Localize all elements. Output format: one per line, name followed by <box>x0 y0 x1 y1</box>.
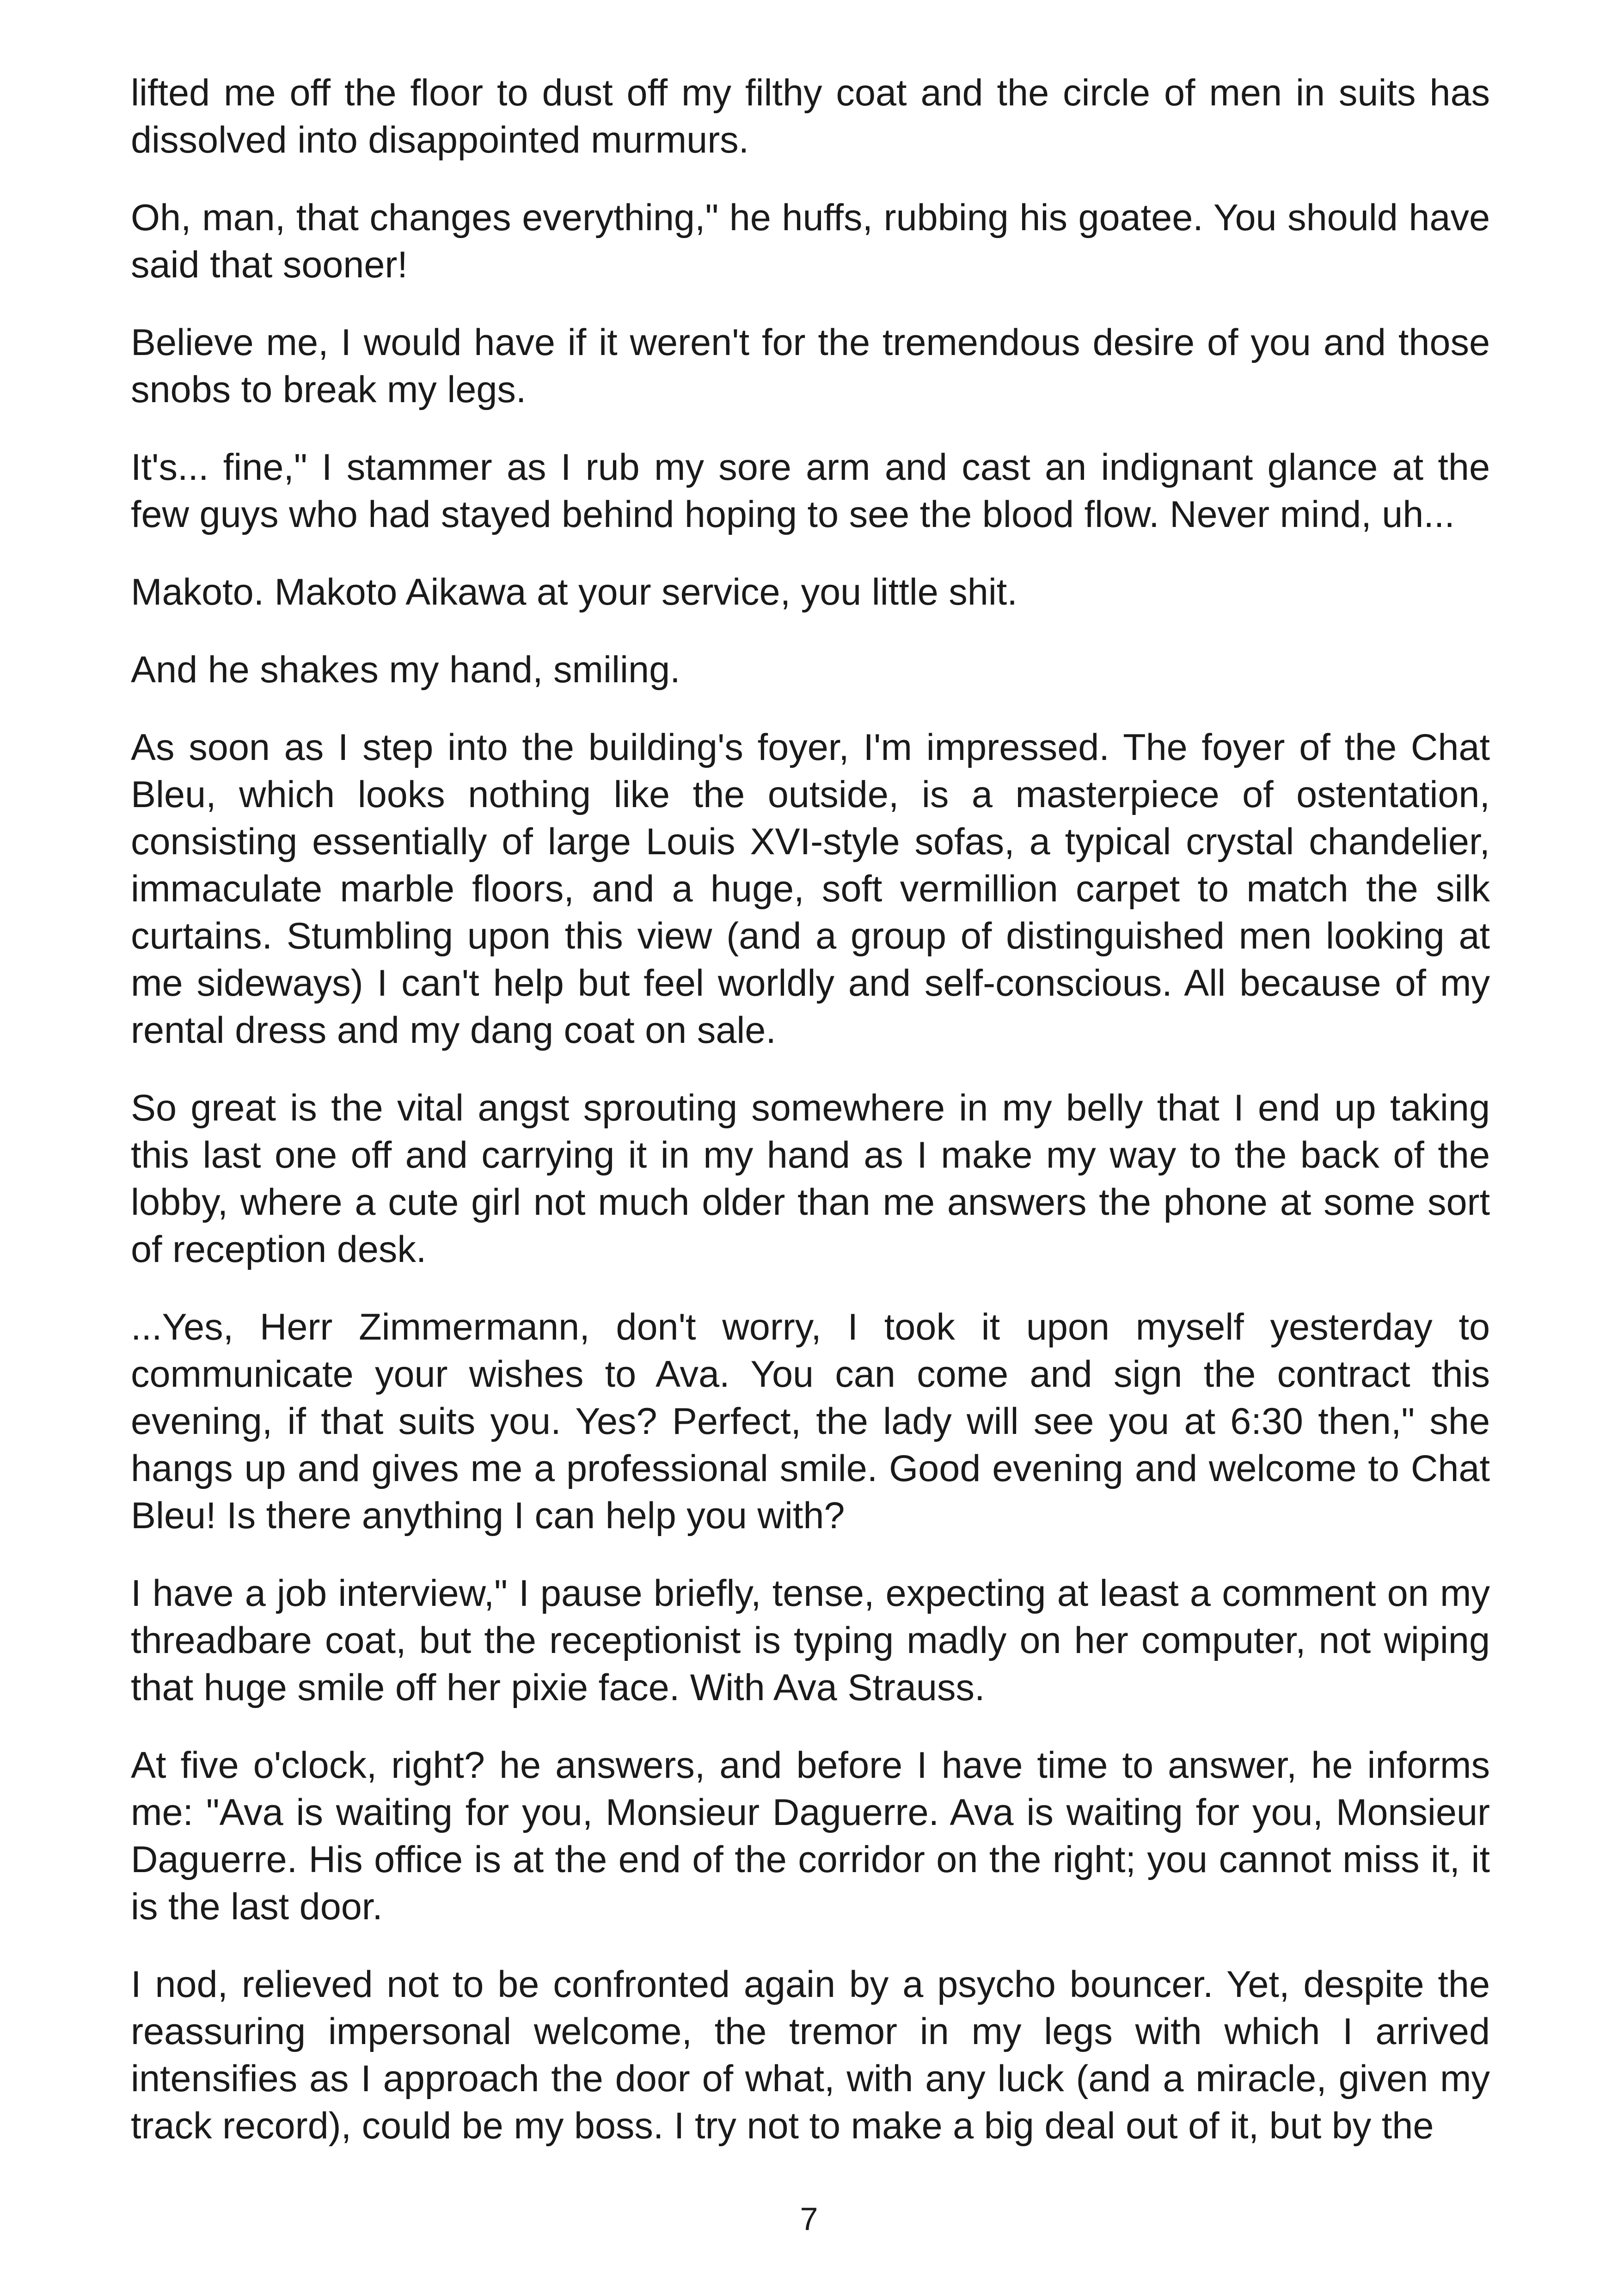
paragraph: Believe me, I would have if it weren't for the tremendous desire of you and those snobs to break my legs. <box>131 322 1490 410</box>
paragraph: I nod, relieved not to be confronted again by a psycho bouncer. Yet, despite the reassuring impersonal welcome, the tremor in my legs with which I arrived intensifies as I approach the door of what, with any luck (and a miracle, given my track record), could be my boss. I try not to make a big deal out of it, but by the <box>131 1964 1490 2147</box>
paragraph: At five o'clock, right? he answers, and before I have time to answer, he informs me: "Ava is waiting for you, Monsieur Daguerre. Ava is waiting for you, Monsieur Daguerre. His office is at the end of the corridor on the right; you cannot miss it, it is the last door. <box>131 1745 1490 1928</box>
paragraph: ...Yes, Herr Zimmermann, don't worry, I took it upon myself yesterday to communicate your wishes to Ava. You can come and sign the contract this evening, if that suits you. Yes? Perfect, the lady will see you at 6:30 then," she hangs up and gives me a professional smile. Good evening and welcome to Chat Bleu! Is there anything I can help you with? <box>131 1306 1490 1537</box>
paragraph: It's... fine," I stammer as I rub my sore arm and cast an indignant glance at the few guys who had stayed behind hoping to see the blood flow. Never mind, uh... <box>131 447 1490 535</box>
paragraph: As soon as I step into the building's foyer, I'm impressed. The foyer of the Chat Bleu, which looks nothing like the outside, is a masterpiece of ostentation, consisting essentially of large Louis XVI-style sofas, a typical crystal chandelier, immaculate marble floors, and a huge, soft vermillion carpet to match the silk curtains. Stumbling upon this view (and a group of distinguished men looking at me sideways) I can't help but feel worldly and self-conscious. All because of my rental dress and my dang coat on sale. <box>131 727 1490 1051</box>
paragraph: lifted me off the floor to dust off my filthy coat and the circle of men in suits has dissolved into disappointed murmurs. <box>131 72 1490 161</box>
paragraph: Oh, man, that changes everything," he huffs, rubbing his goatee. You should have said that sooner! <box>131 197 1490 286</box>
paragraph: Makoto. Makoto Aikawa at your service, you little shit. <box>131 571 1017 613</box>
document-page <box>131 69 1490 2180</box>
paragraph: So great is the vital angst sprouting somewhere in my belly that I end up taking this last one off and carrying it in my hand as I make my way to the back of the lobby, where a cute girl not much older than me answers the phone at some sort of reception desk. <box>131 1087 1490 1270</box>
page-number: 7 <box>800 2201 818 2237</box>
paragraph: And he shakes my hand, smiling. <box>131 649 680 691</box>
paragraph: I have a job interview," I pause briefly, tense, expecting at least a comment on my threadbare coat, but the receptionist is typing madly on her computer, not wiping that huge smile off her pixie face. With Ava Strauss. <box>131 1573 1490 1708</box>
